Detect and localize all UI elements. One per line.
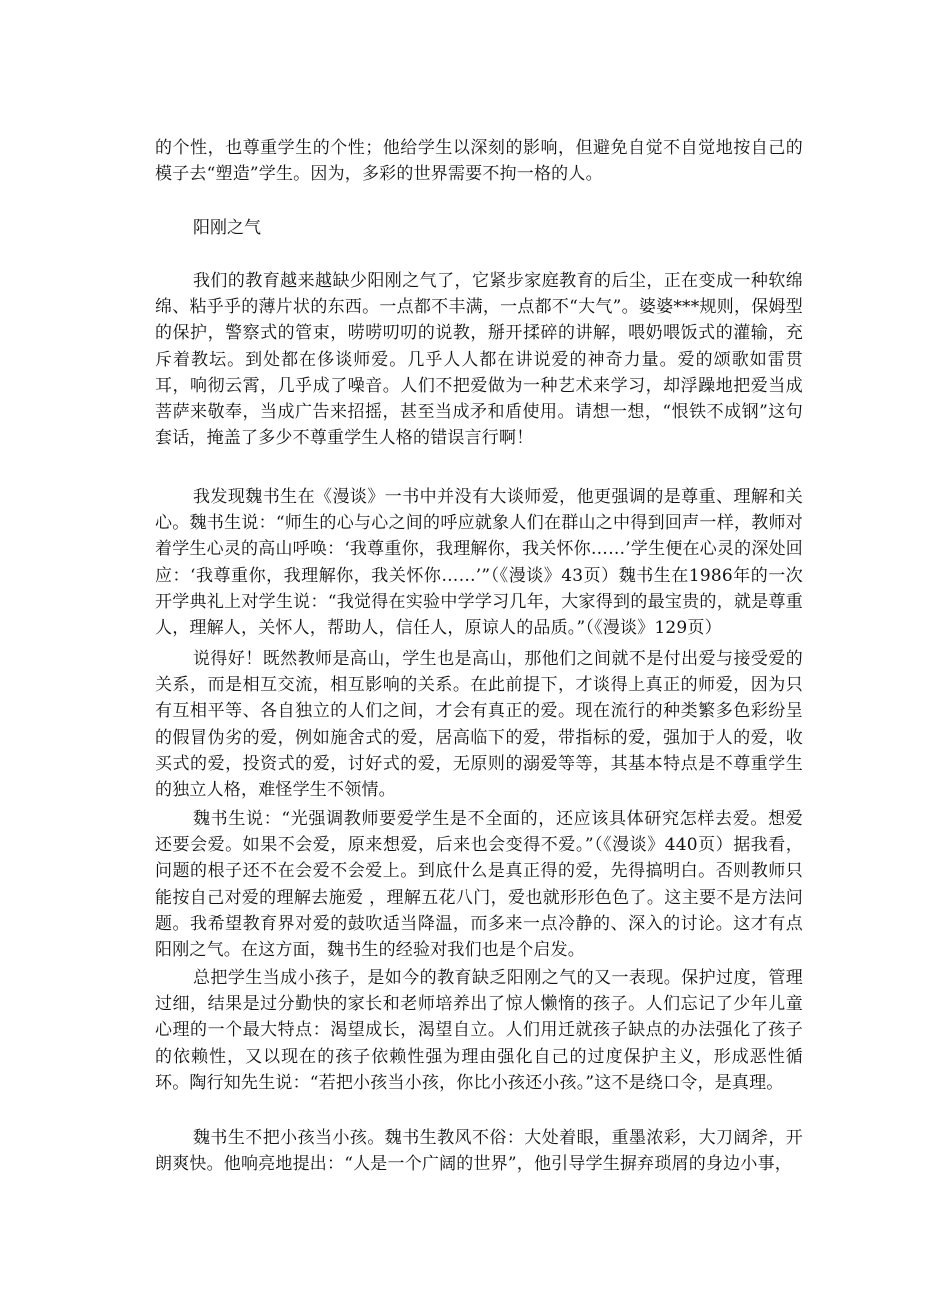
- paragraph-4: 魏书生说：“光强调教师要爱学生是不全面的，还应该具体研究怎样去爱。想爱还要会爱。如果不会爱，原来想爱，后来也会变得不爱。”（《漫谈》440页）据我看，问题的根子还不在会爱不会爱上。到底什么是真正得的爱，先得搞明白。否则教师只能按自己对爱的理解去施爱 ，理解五花八门，爱也就形形色色了。这主要不是方法问题。我希望教育界对爱的鼓吹适当降温，而多来一点冷静的、深入的讨论。这才有点阳刚之气。在这方面，魏书生的经验对我们也是个启发。: [155, 809, 803, 961]
- paragraph-5: 总把学生当成小孩子，是如今的教育缺乏阳刚之气的又一表现。保护过度，管理过细，结果是过分勤快的家长和老师培养出了惊人懒惰的孩子。人们忘记了少年儿童心理的一个最大特点：渴望成长，渴望自立。人们用迁就孩子缺点的办法强化了孩子的依赖性，又以现在的孩子依赖性强为理由强化自己的过度保护主义，形成恶性循环。陶行知先生说：“若把小孩当小孩，你比小孩还小孩。”这不是绕口令，是真理。: [155, 968, 803, 1093]
- paragraph-2: 我发现魏书生在《漫谈》一书中并没有大谈师爱，他更强调的是尊重、理解和关心。魏书生说：“师生的心与心之间的呼应就象人们在群山之中得到回声一样，教师对着学生心灵的高山呼唤：‘我尊重你，我理解你，我关怀你……’学生便在心灵的深处回应：‘我尊重你，我理解你，我关怀你……’”（《漫谈》43页）魏书生在1986年的一次开学典礼上对学生说：“我觉得在实验中学学习几年，大家得到的最宝贵的，就是尊重人，理解人，关怀人，帮助人，信任人，原谅人的品质。”（《漫谈》129页）: [155, 487, 803, 639]
- paragraph-3: 说得好！既然教师是高山，学生也是高山，那他们之间就不是付出爱与接受爱的关系，而是相互交流，相互影响的关系。在此前提下，才谈得上真正的师爱，因为只有互相平等、各自独立的人们之间，才会有真正的爱。现在流行的种类繁多色彩纷呈的假冒伪劣的爱，例如施舍式的爱，居高临下的爱，带指标的爱，强加于人的爱，收买式的爱，投资式的爱，讨好式的爱，无原则的溺爱等等，其基本特点是不尊重学生的独立人格，难怪学生不领情。: [155, 649, 803, 801]
- paragraph-6: 魏书生不把小孩当小孩。魏书生教风不俗：大处着眼，重墨浓彩，大刀阔斧，开朗爽快。他响亮地提出：“人是一个广阔的世界”，他引导学生摒弃琐屑的身边小事，: [155, 1128, 803, 1175]
- paragraph-1: 我们的教育越来越缺少阳刚之气了，它紧步家庭教育的后尘，正在变成一种软绵绵、粘乎乎的薄片状的东西。一点都不丰满，一点都不“大气”。婆婆***规则，保姆型的保护，警察式的管束，唠唠叨叨的说教，掰开揉碎的讲解，喂奶喂饭式的灌输，充斥着教坛。到处都在侈谈师爱。几乎人人都在讲说爱的神奇力量。爱的颂歌如雷贯耳，响彻云霄，几乎成了噪音。人们不把爱做为一种艺术来学习，却浮躁地把爱当成菩萨来敬奉，当成广告来招摇，甚至当成矛和盾使用。请想一想，“恨铁不成钢”这句套话，掩盖了多少不尊重学生人格的错误言行啊！: [155, 271, 803, 449]
- section-title: 阳刚之气: [193, 218, 261, 238]
- continuation-paragraph: 的个性，也尊重学生的个性；他给学生以深刻的影响，但避免自觉不自觉地按自己的模子去“塑造”学生。因为，多彩的世界需要不拘一格的人。: [155, 138, 803, 185]
